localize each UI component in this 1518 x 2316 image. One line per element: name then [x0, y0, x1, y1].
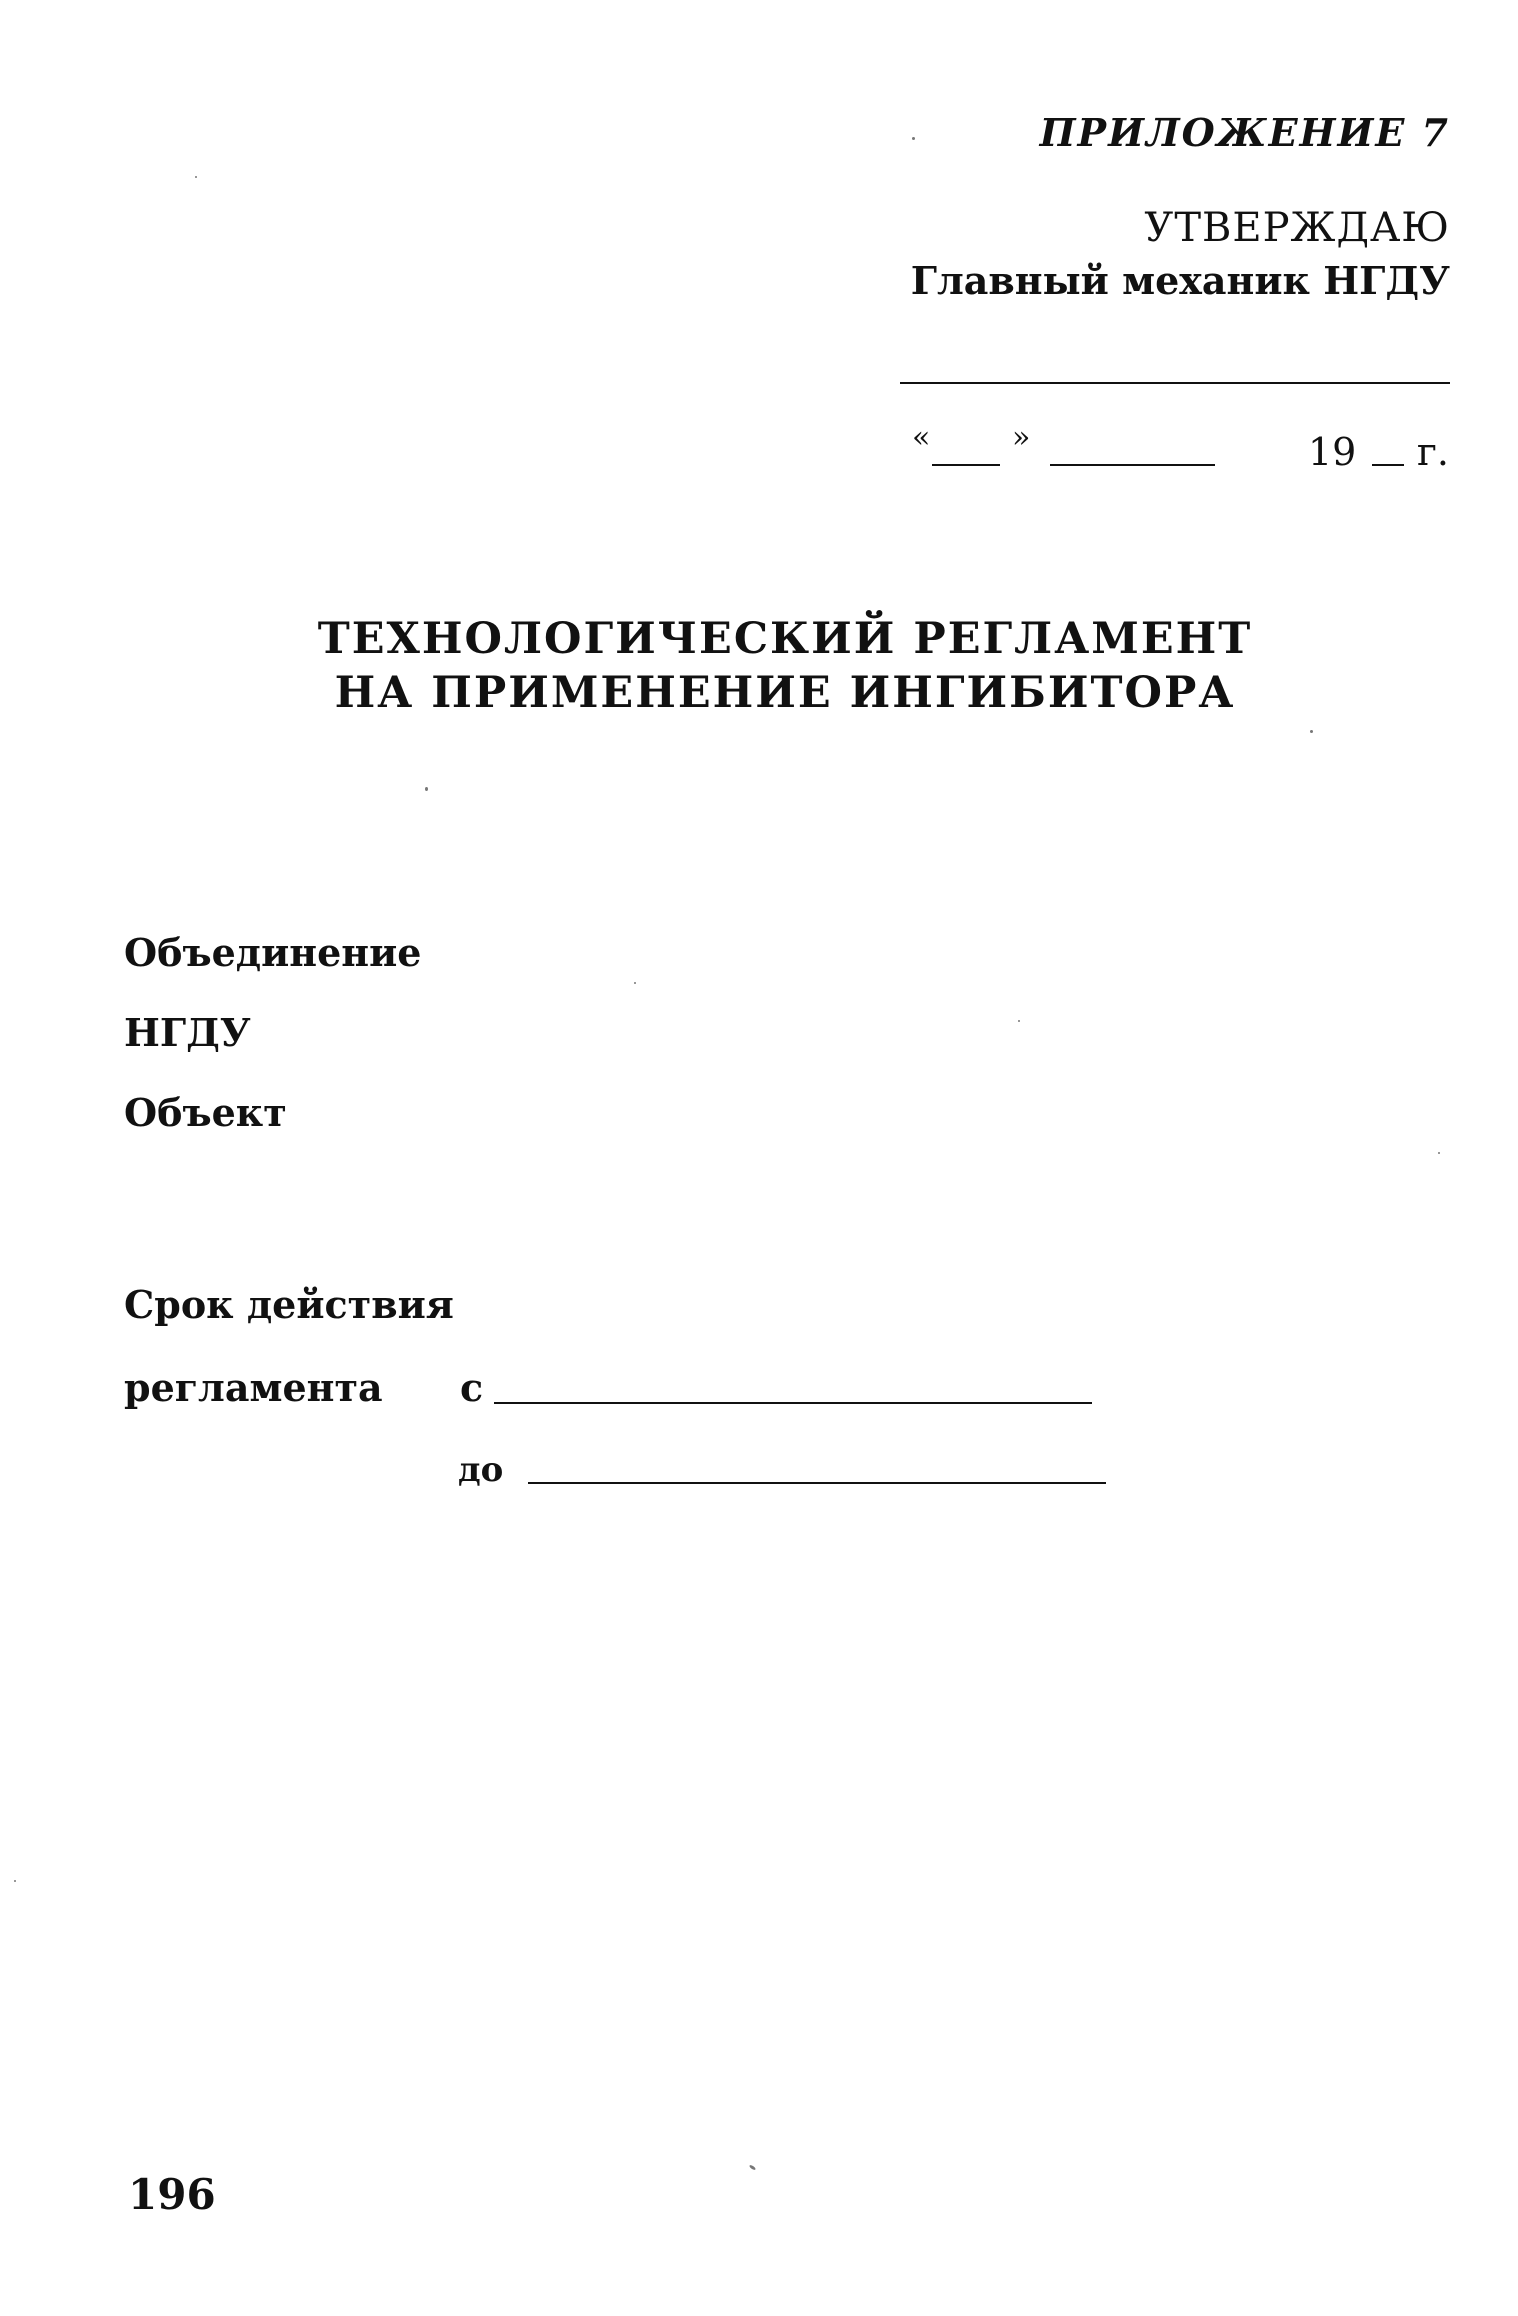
scan-speck	[425, 787, 428, 791]
association-label: Объединение	[124, 930, 422, 975]
year-suffix: г.	[1417, 430, 1449, 474]
date-open-quote: «	[912, 420, 931, 455]
document-title-line-1: ТЕХНОЛОГИЧЕСКИЙ РЕГЛАМЕНТ	[317, 614, 1253, 664]
scan-speck	[912, 137, 915, 140]
ngdu-label: НГДУ	[124, 1010, 251, 1055]
date-close-quote: »	[1012, 420, 1031, 455]
year-blank-line	[1372, 464, 1404, 466]
validity-label-line-2: регламента	[124, 1365, 383, 1410]
valid-to-blank-line	[528, 1482, 1106, 1484]
validity-label-line-1: Срок действия	[124, 1282, 454, 1327]
month-blank-line	[1050, 464, 1215, 466]
scan-speck	[1438, 1152, 1440, 1154]
scan-speck	[749, 2164, 756, 2170]
scan-speck	[195, 176, 197, 178]
scan-speck	[1018, 1020, 1020, 1022]
scan-speck	[634, 982, 636, 984]
valid-from-label: с	[460, 1365, 484, 1410]
day-blank-line	[932, 464, 1000, 466]
page-number: 196	[128, 2170, 216, 2219]
signature-line	[900, 382, 1450, 384]
valid-from-blank-line	[494, 1402, 1092, 1404]
valid-to-label: до	[458, 1450, 504, 1490]
appendix-label: ПРИЛОЖЕНИЕ 7	[1039, 110, 1450, 155]
document-title	[0, 612, 1518, 720]
approver-title: Главный механик НГДУ	[910, 258, 1450, 303]
document-title-line-2: НА ПРИМЕНЕНИЕ ИНГИБИТОРА	[334, 668, 1236, 718]
object-label: Объект	[124, 1090, 287, 1135]
approval-heading: УТВЕРЖДАЮ	[1144, 205, 1450, 251]
scan-speck	[14, 1880, 16, 1882]
year-prefix: 19	[1308, 430, 1357, 474]
approval-date-row	[912, 420, 1452, 480]
scan-speck	[1310, 730, 1313, 733]
